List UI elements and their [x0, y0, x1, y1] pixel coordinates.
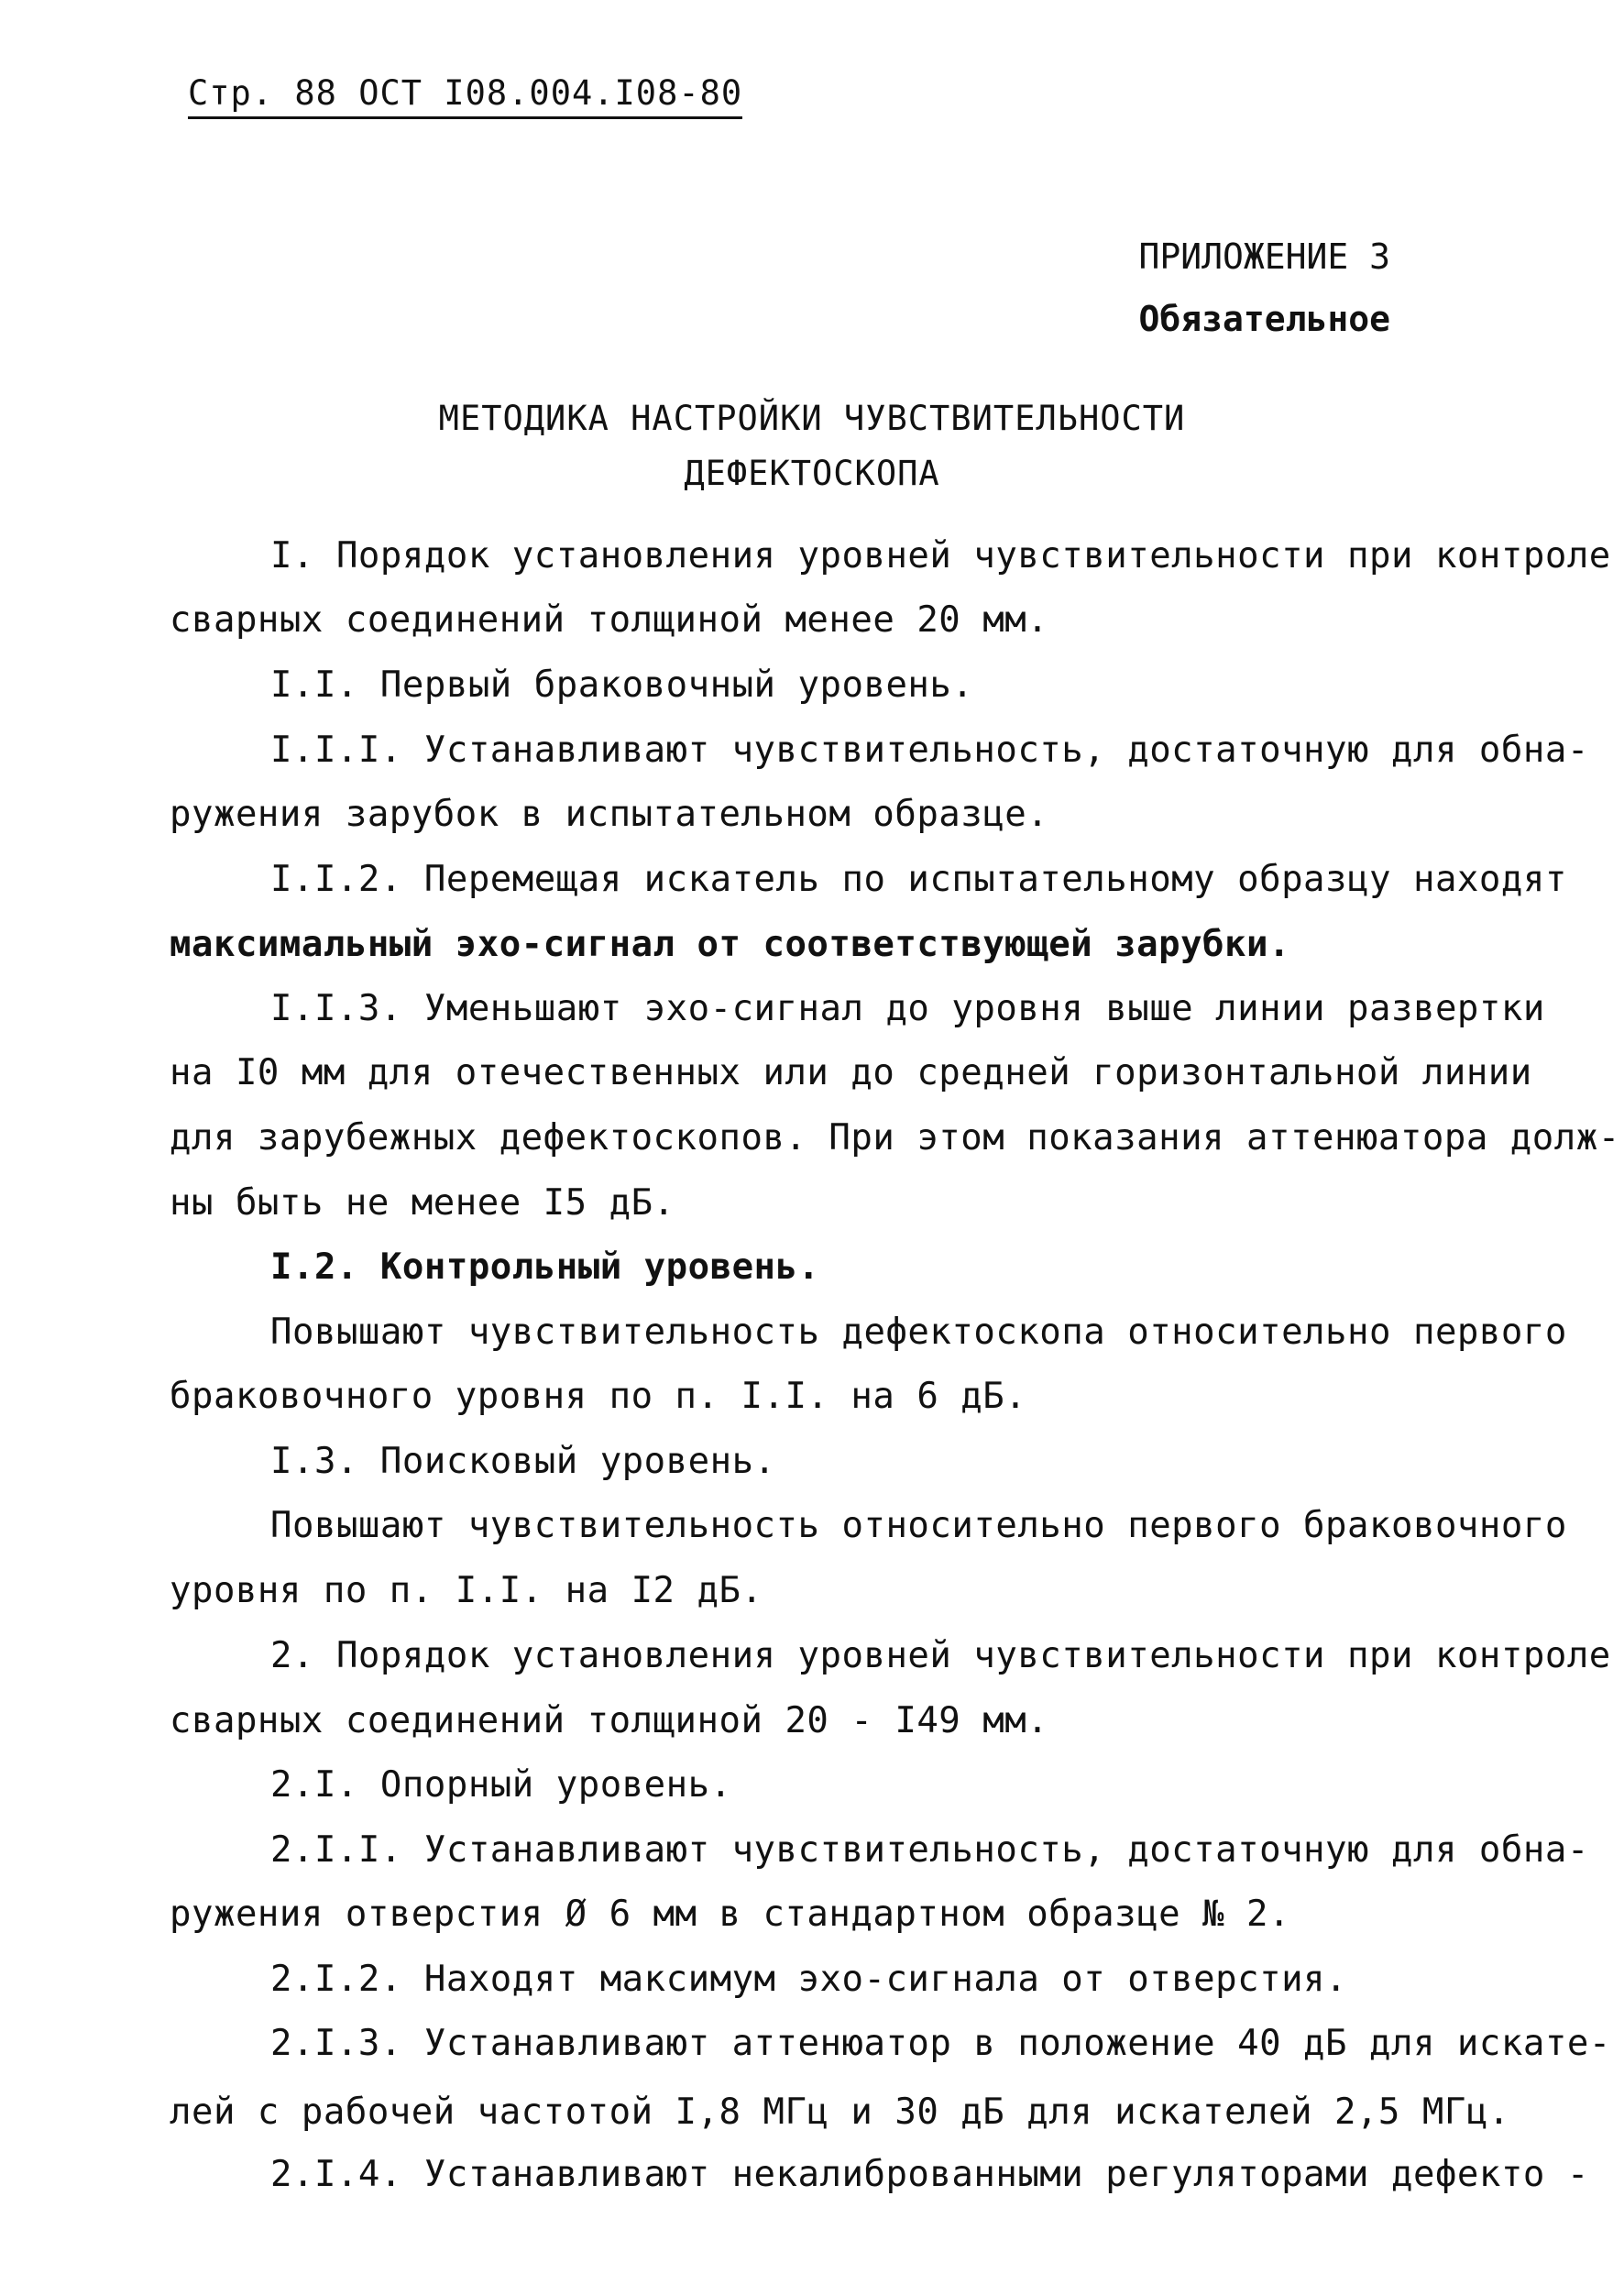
item-1-2-text-cont: браковочного уровня по п. I.I. на 6 дБ.: [170, 1376, 1027, 1417]
item-1-3-heading: I.3. Поисковый уровень.: [270, 1441, 776, 1482]
item-1-1-3: I.I.3. Уменьшают эхо-сигнал до уровня выше линии развертки: [270, 988, 1545, 1029]
section-2-heading: 2. Порядок установления уровней чувствительности при контроле: [270, 1635, 1611, 1676]
item-1-2-heading: I.2. Контрольный уровень.: [270, 1246, 820, 1288]
item-1-3-text-cont: уровня по п. I.I. на I2 дБ.: [170, 1570, 763, 1611]
item-1-1-3-cont-3: ны быть не менее I5 дБ.: [170, 1182, 675, 1224]
item-1-1-3-cont-2: для зарубежных дефектоскопов. При этом показания аттенюатора долж-: [170, 1117, 1620, 1158]
item-1-1-2: I.I.2. Перемещая искатель по испытательному образцу находят: [270, 859, 1567, 900]
section-2-heading-cont: сварных соединений толщиной 20 - I49 мм.: [170, 1700, 1049, 1741]
item-2-1-1: 2.I.I. Устанавливают чувствительность, достаточную для обна-: [270, 1829, 1589, 1871]
section-1-heading-cont: сварных соединений толщиной менее 20 мм.: [170, 599, 1049, 641]
item-2-1-1-cont: ружения отверстия Ø 6 мм в стандартном образце № 2.: [170, 1894, 1290, 1935]
section-1-heading: I. Порядок установления уровней чувствительности при контроле: [270, 535, 1611, 576]
document-title-line-2: ДЕФЕКТОСКОПА: [684, 454, 940, 493]
document-title-line-1: МЕТОДИКА НАСТРОЙКИ ЧУВСТВИТЕЛЬНОСТИ: [438, 399, 1186, 438]
item-1-1-heading: I.I. Первый браковочный уровень.: [270, 664, 974, 706]
item-1-1-3-cont-1: на I0 мм для отечественных или до средней горизонтальной линии: [170, 1052, 1532, 1093]
item-2-1-2: 2.I.2. Находят максимум эхо-сигнала от отверстия.: [270, 1959, 1348, 2000]
item-2-1-3-cont: лей с рабочей частотой I,8 МГц и 30 дБ для искателей 2,5 МГц.: [170, 2092, 1510, 2133]
item-2-1-heading: 2.I. Опорный уровень.: [270, 1764, 732, 1806]
appendix-status: Обязательное: [1138, 299, 1390, 339]
item-2-1-4: 2.I.4. Устанавливают некалиброванными регуляторами дефекто -: [270, 2154, 1589, 2195]
page-header: Стр. 88 ОСТ I08.004.I08-80: [188, 73, 742, 119]
item-1-1-1-cont: ружения зарубок в испытательном образце.: [170, 794, 1049, 835]
item-1-3-text: Повышают чувствительность относительно первого браковочного: [270, 1505, 1567, 1546]
item-2-1-3: 2.I.3. Устанавливают аттенюатор в положение 40 дБ для искате-: [270, 2023, 1611, 2064]
item-1-1-1: I.I.I. Устанавливают чувствительность, достаточную для обна-: [270, 730, 1589, 771]
item-1-1-2-cont: максимальный эхо-сигнал от соответствующей зарубки.: [170, 924, 1290, 965]
appendix-label: ПРИЛОЖЕНИЕ 3: [1138, 236, 1390, 277]
item-1-2-text: Повышают чувствительность дефектоскопа относительно первого: [270, 1312, 1567, 1353]
